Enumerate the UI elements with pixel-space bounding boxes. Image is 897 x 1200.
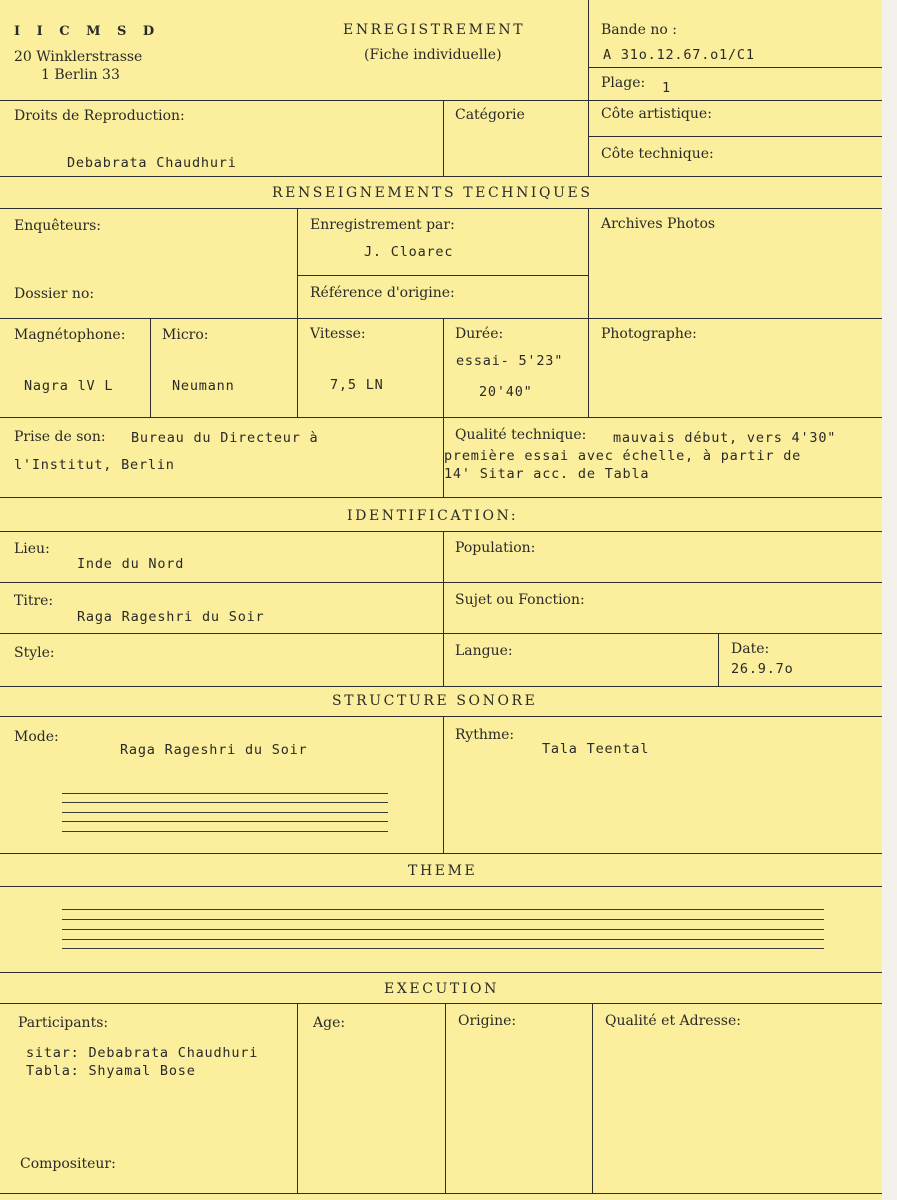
qualite-technique-label: Qualité technique: [455, 427, 587, 443]
rythme-value: Tala Teental [542, 741, 650, 757]
lieu-label: Lieu: [14, 541, 50, 557]
dossier-label: Dossier no: [14, 286, 95, 302]
enregistrement-par-label: Enregistrement par: [310, 217, 455, 233]
bande-label: Bande no : [601, 22, 677, 38]
vitesse-value: 7,5 LN [330, 377, 384, 393]
staff-line [62, 812, 388, 813]
rule [443, 318, 444, 417]
plage-value: 1 [662, 80, 671, 96]
card-edge [882, 0, 897, 1200]
rule [718, 633, 719, 686]
section-theme: THEME [408, 863, 478, 879]
rule [0, 176, 882, 177]
magnetophone-label: Magnétophone: [14, 327, 126, 343]
mode-value: Raga Rageshri du Soir [120, 742, 308, 758]
qualite-technique-value-3: 14' Sitar acc. de Tabla [444, 466, 650, 482]
micro-label: Micro: [162, 327, 209, 343]
rule [297, 275, 588, 276]
vitesse-label: Vitesse: [310, 326, 366, 342]
cote-artistique-label: Côte artistique: [601, 106, 712, 122]
langue-label: Langue: [455, 643, 513, 659]
form-title: ENREGISTREMENT [343, 22, 526, 38]
staff-line [62, 919, 824, 920]
form-subtitle: (Fiche individuelle) [364, 47, 502, 63]
prise-de-son-label: Prise de son: [14, 429, 106, 445]
institute-logo: I I C M S D [14, 24, 161, 39]
compositeur-label: Compositeur: [20, 1156, 116, 1172]
micro-value: Neumann [172, 378, 235, 394]
participant-tabla: Tabla: Shyamal Bose [26, 1063, 196, 1079]
rule [592, 1003, 593, 1193]
photographe-label: Photographe: [601, 326, 697, 342]
staff-line [62, 939, 824, 940]
institute-city: 1 Berlin 33 [41, 67, 120, 83]
date-value: 26.9.7o [731, 661, 794, 677]
rule [0, 208, 882, 209]
qualite-technique-value-2: première essai avec échelle, à partir de [444, 448, 802, 464]
rule [297, 1003, 298, 1193]
magnetophone-value: Nagra lV L [24, 378, 114, 394]
age-label: Age: [313, 1015, 346, 1031]
section-renseignements: RENSEIGNEMENTS TECHNIQUES [272, 185, 593, 201]
rule [588, 67, 882, 68]
rule [0, 972, 882, 973]
sujet-fonction-label: Sujet ou Fonction: [455, 592, 585, 608]
participant-sitar: sitar: Debabrata Chaudhuri [26, 1045, 259, 1061]
staff-line [62, 831, 388, 832]
section-structure-sonore: STRUCTURE SONORE [332, 693, 538, 709]
cote-technique-label: Côte technique: [601, 146, 714, 162]
staff-line [62, 821, 388, 822]
institute-street: 20 Winklerstrasse [14, 49, 143, 65]
duree-value-total: 20'40" [479, 384, 533, 400]
rule [297, 208, 298, 318]
rule [297, 318, 298, 417]
staff-line [62, 948, 824, 949]
mode-label: Mode: [14, 729, 59, 745]
rule [588, 318, 589, 417]
qualite-technique-value-1: mauvais début, vers 4'30" [613, 430, 837, 446]
prise-de-son-value-2: l'Institut, Berlin [14, 457, 175, 473]
rule [588, 100, 589, 176]
duree-label: Durée: [455, 326, 504, 342]
rule [588, 136, 882, 137]
staff-line [62, 802, 388, 803]
rythme-label: Rythme: [455, 727, 515, 743]
rule [0, 417, 882, 418]
population-label: Population: [455, 540, 536, 556]
participants-label: Participants: [18, 1015, 109, 1031]
rule [0, 716, 882, 717]
section-identification: IDENTIFICATION: [347, 508, 519, 524]
date-label: Date: [731, 641, 770, 657]
rule [445, 1003, 446, 1193]
staff-line [62, 909, 824, 910]
rule [443, 716, 444, 853]
categorie-label: Catégorie [455, 107, 525, 123]
bande-value: A 31o.12.67.o1/C1 [603, 47, 755, 63]
reference-label: Référence d'origine: [310, 285, 455, 301]
rule [0, 853, 882, 854]
rule [0, 318, 882, 319]
archives-photos-label: Archives Photos [601, 216, 716, 232]
duree-value-essai: essai- 5'23" [456, 353, 564, 369]
titre-value: Raga Rageshri du Soir [77, 609, 265, 625]
plage-label: Plage: [601, 75, 646, 91]
section-execution: EXECUTION [384, 981, 499, 997]
qualite-adresse-label: Qualité et Adresse: [605, 1013, 741, 1029]
enqueteurs-label: Enquêteurs: [14, 218, 102, 234]
rule [0, 100, 882, 101]
staff-line [62, 793, 388, 794]
rule [443, 100, 444, 176]
rule [0, 1193, 882, 1194]
rule [0, 531, 882, 532]
rule [0, 686, 882, 687]
rule [0, 497, 882, 498]
rule [0, 582, 882, 583]
rule [0, 886, 882, 887]
rule [588, 208, 589, 318]
enregistrement-par-value: J. Cloarec [364, 244, 454, 260]
prise-de-son-value-1: Bureau du Directeur à [131, 430, 319, 446]
rule [150, 318, 151, 417]
lieu-value: Inde du Nord [77, 556, 185, 572]
rule [588, 0, 589, 100]
origine-label: Origine: [458, 1013, 517, 1029]
rule [0, 1003, 882, 1004]
rule [0, 633, 882, 634]
droits-label: Droits de Reproduction: [14, 108, 185, 124]
staff-line [62, 929, 824, 930]
rule [443, 531, 444, 686]
titre-label: Titre: [14, 593, 54, 609]
style-label: Style: [14, 645, 55, 661]
droits-value: Debabrata Chaudhuri [67, 155, 237, 171]
